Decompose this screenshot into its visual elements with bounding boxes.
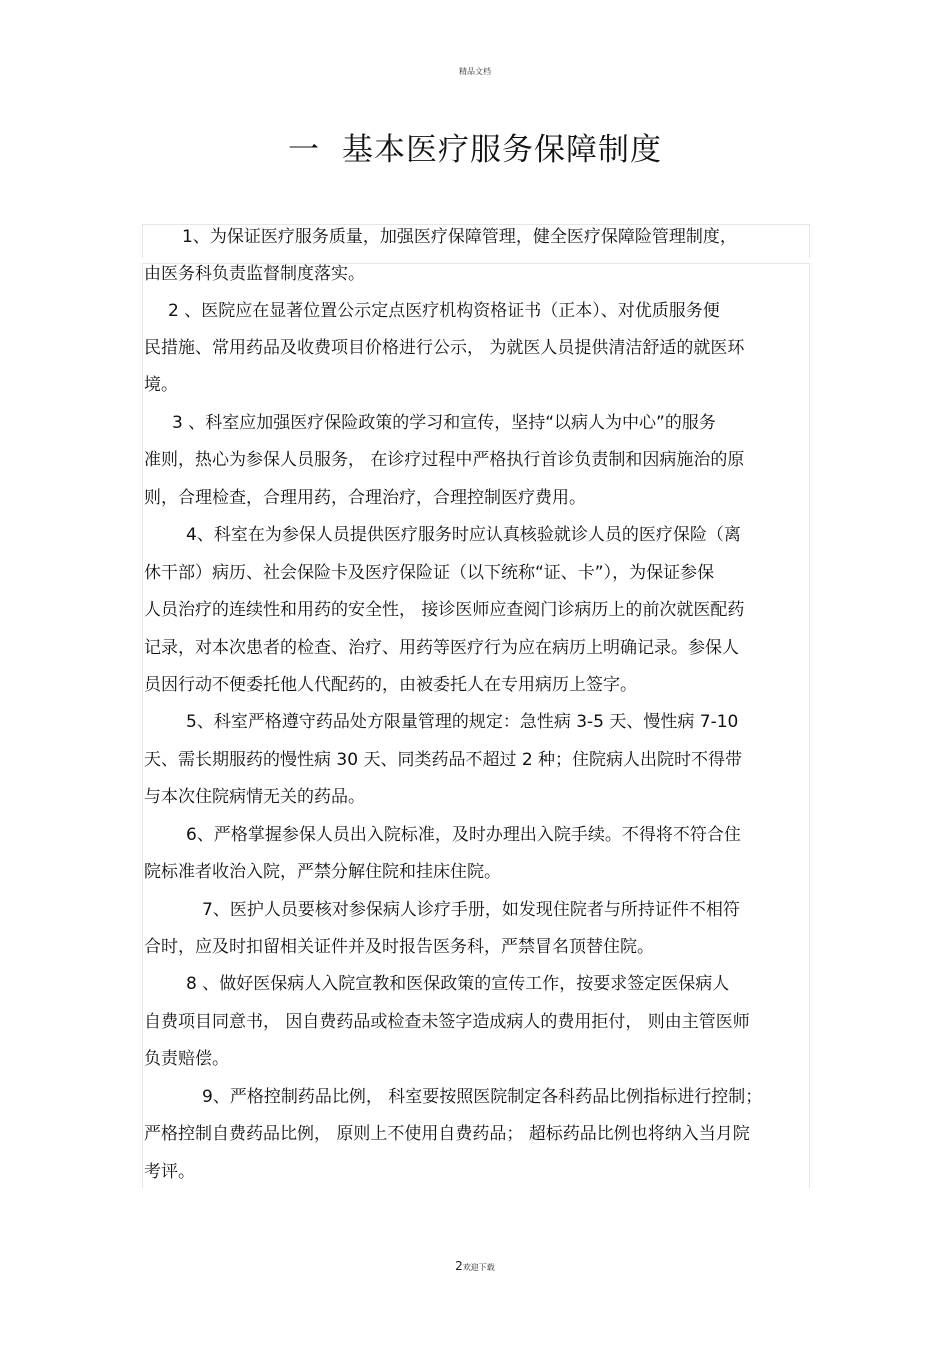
text-line: 院标准者收治入院，严禁分解住院和挂床住院。 xyxy=(144,862,501,882)
text-line: 员因行动不便委托他人代配药的，由被委托人在专用病历上签字。 xyxy=(144,675,637,695)
text-line: 2 、医院应在显著位置公示定点医疗机构资格证书（正本）、对优质服务便 xyxy=(168,301,720,321)
text-line: 9、严格控制药品比例， 科室要按照医院制定各科药品比例指标进行控制； xyxy=(202,1087,763,1107)
text-line: 由医务科负责监督制度落实。 xyxy=(144,264,365,284)
text-line: 6、严格掌握参保人员出入院标准，及时办理出入院手续。不得将不符合住 xyxy=(186,825,741,845)
text-line: 1、为保证医疗服务质量，加强医疗保障管理，健全医疗保障险管理制度， xyxy=(182,227,737,247)
text-line: 天、需长期服药的慢性病 30 天、同类药品不超过 2 种；住院病人出院时不得带 xyxy=(144,750,743,770)
text-line: 则，合理检查，合理用药，合理治疗，合理控制医疗费用。 xyxy=(144,488,586,508)
text-line: 8 、做好医保病人入院宣教和医保政策的宣传工作，按要求签定医保病人 xyxy=(186,974,730,994)
text-line: 3 、科室应加强医疗保险政策的学习和宣传，坚持“以病人为中心”的服务 xyxy=(172,413,716,433)
text-line: 记录，对本次患者的检查、治疗、用药等医疗行为应在病历上明确记录。参保人 xyxy=(144,638,739,658)
text-line: 合时，应及时扣留相关证件并及时报告医务科，严禁冒名顶替住院。 xyxy=(144,937,654,957)
text-line: 与本次住院病情无关的药品。 xyxy=(144,787,365,807)
text-line: 自费项目同意书， 因自费药品或检查未签字造成病人的费用拒付， 则由主管医师 xyxy=(144,1012,750,1032)
title-text: 基本医疗服务保障制度 xyxy=(342,132,662,168)
page-footer xyxy=(0,1259,950,1273)
text-line: 4、科室在为参保人员提供医疗服务时应认真核验就诊人员的医疗保险（离 xyxy=(186,525,741,545)
page-title xyxy=(0,124,950,169)
title-number: 一 xyxy=(288,132,320,168)
text-line: 境。 xyxy=(144,375,178,395)
text-line: 7、医护人员要核对参保病人诊疗手册，如发现住院者与所持证件不相符 xyxy=(202,900,740,920)
text-line: 负责赔偿。 xyxy=(144,1049,229,1069)
header-label: 精品文档 xyxy=(459,67,491,76)
page-number: 2 xyxy=(455,1259,463,1273)
text-line: 考评。 xyxy=(144,1162,195,1182)
text-line: 人员治疗的连续性和用药的安全性， 接诊医师应查阅门诊病历上的前次就医配药 xyxy=(144,600,745,620)
text-line: 民措施、常用药品及收费项目价格进行公示， 为就医人员提供清洁舒适的就医环 xyxy=(144,338,745,358)
text-line: 严格控制自费药品比例， 原则上不使用自费药品； 超标药品比例也将纳入当月院 xyxy=(144,1124,750,1144)
text-line: 休干部）病历、社会保险卡及医疗保险证（以下统称“证、卡”），为保证参保 xyxy=(144,563,715,583)
footer-label: 欢迎下载 xyxy=(462,1263,495,1272)
text-line: 准则，热心为参保人员服务， 在诊疗过程中严格执行首诊负责制和因病施治的原 xyxy=(144,450,745,470)
text-line: 5、科室严格遵守药品处方限量管理的规定：急性病 3-5 天、慢性病 7-10 xyxy=(186,712,739,732)
